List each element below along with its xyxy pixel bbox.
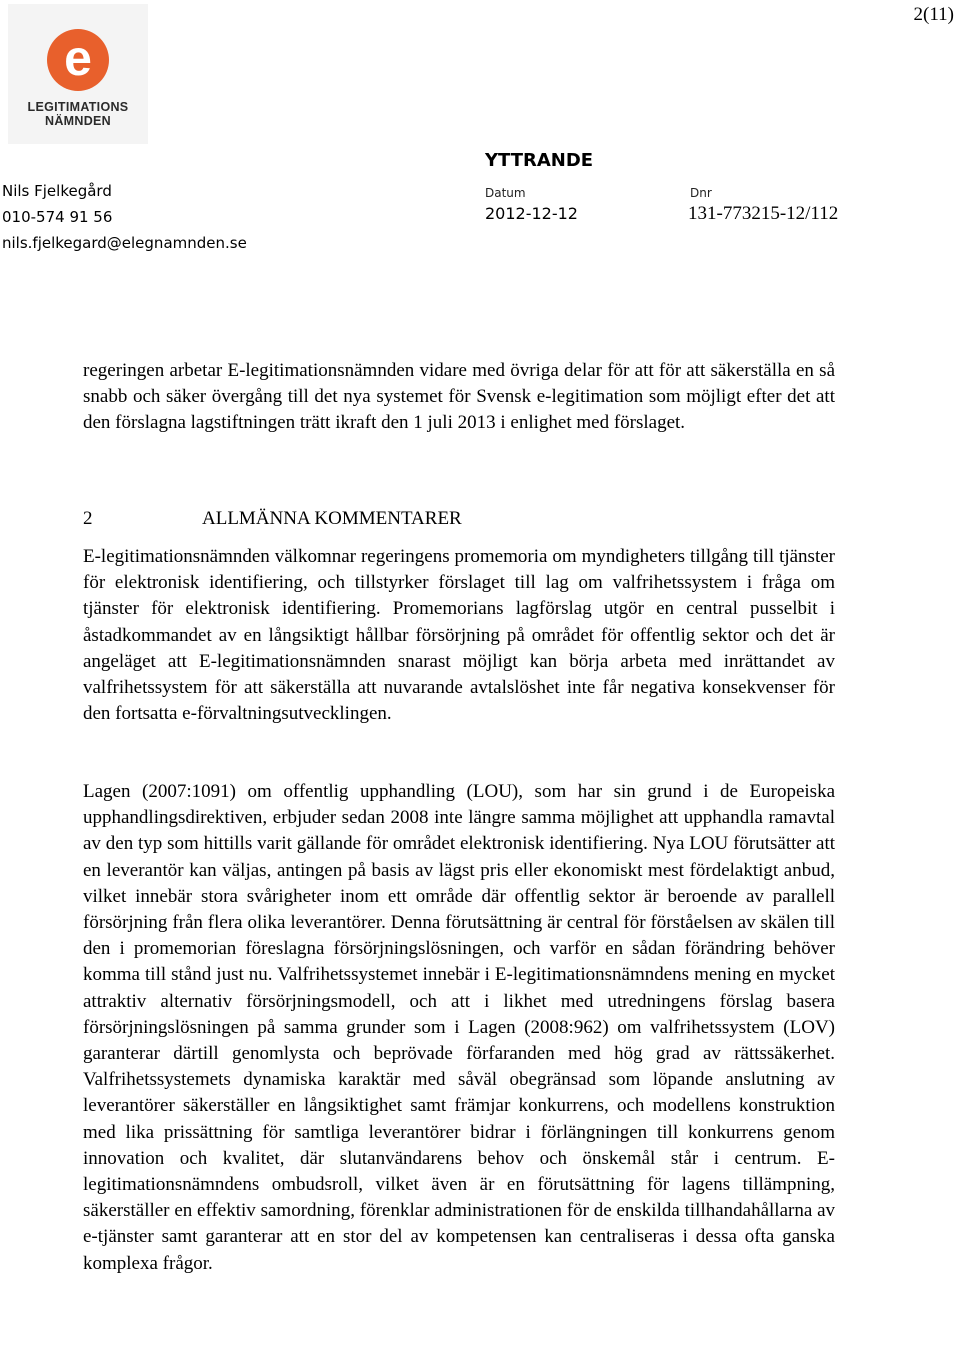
logo-text-line1: LEGITIMATIONS: [27, 100, 129, 114]
svg-text:e: e: [64, 30, 92, 86]
document-type: YTTRANDE: [485, 150, 594, 171]
dnr-value: 131-773215-12/112: [688, 203, 839, 224]
sender-email: nils.fjelkegard@elegnamnden.se: [2, 234, 247, 252]
paragraph-intro: regeringen arbetar E-legitimationsnämnden vidare med övriga delar för att för att säkerställa en så snabb och säker övergång till det nya systemet för Svensk e-legitimation som möjligt efter det att den förslagna lagstiftningen trätt ikraft den 1 juli 2013 i enlighet med förslaget.: [83, 360, 835, 434]
sender-block: [2, 178, 247, 256]
page-number: 2(11): [913, 4, 954, 25]
sender-name: Nils Fjelkegård: [2, 182, 112, 200]
date-label: Datum: [485, 186, 526, 200]
logo-text-line2: NÄMNDEN: [45, 114, 111, 128]
section-number: 2: [83, 508, 93, 529]
sender-phone: 010-574 91 56: [2, 208, 113, 226]
elegitimationsnamnden-logo: [8, 4, 148, 144]
section-title: ALLMÄNNA KOMMENTARER: [202, 508, 462, 529]
date-value: 2012-12-12: [485, 204, 578, 223]
paragraph-comments: E-legitimationsnämnden välkomnar regeringens promemoria om myndigheters tillgång till tjänster för elektronisk identifiering, och tillstyrker förslaget till lag om valfrihetssystem i fråga om tjänster för elektronisk identifiering. Promemorians lagförslag utgör en central pusselbit i åstadkommandet av en långsiktigt hållbar försörjning på området för offentlig sektor och det är angeläget att E-legitimationsnämnden snarast möjligt kan börja arbeta med inrättandet av valfrihetssystem för att säkerställa att nuvarande avtalslöshet inte får negativa konsekvenser för den fortsatta e-förvaltningsutvecklingen.: [83, 546, 835, 725]
paragraph-lou: Lagen (2007:1091) om offentlig upphandling (LOU), som har sin grund i de Europeiska upphandlingsdirektiven, erbjuder sedan 2008 inte längre samma möjlighet att upphandla ramavtal av den typ som hittills varit gällande för området elektronisk identifiering. Nya LOU förutsätter att en leverantör kan väljas, antingen på basis av lägst pris eller ekonomiskt mest fördelaktigt anbud, vilket innebär stora svårigheter inom ett område där offentlig sektor är beroende av parallell försörjning från flera olika leverantörer. Denna förutsättning är central för förståelsen av skälen till den i promemorian föreslagna försörjningslösningen, och varför en sådan förändring behöver komma till stånd just nu. Valfrihetssystemet innebär i E-legitimationsnämndens mening en mycket attraktiv alternativ försörjningsmodell, och att i likhet med utredningens förslag basera försörjningslösningen på samma grunder som i Lagen (2008:962) om valfrihetssystem (LOV) garanterar därtill genomlysta och beprövade förfaranden med hög grad av rättssäkerhet. Valfrihetssystemets dynamiska karaktär med såväl obegränsad som löpande anslutning av leverantörer säkerställer en långsiktighet samt främjar konkurrens, och modellens konstruktion med lika prissättning för samtliga leverantörer bidrar i förlängningen till konkurrens genom innovation och kvalitet, där slutanvändarens behov och önskemål står i centrum. E-legitimationsnämndens ombudsroll, vilket även är en förutsättning för lagens tillämpning, säkerställer en effektiv samordning, förenklar administrationen för de enskilda tillhandahållarna av e-tjänster samt garanterar att en stor del av kompetensen kan centraliseras i dessa ofta ganska komplexa frågor.: [83, 781, 835, 1274]
dnr-label: Dnr: [690, 186, 712, 200]
e-logo-icon: [38, 28, 118, 92]
